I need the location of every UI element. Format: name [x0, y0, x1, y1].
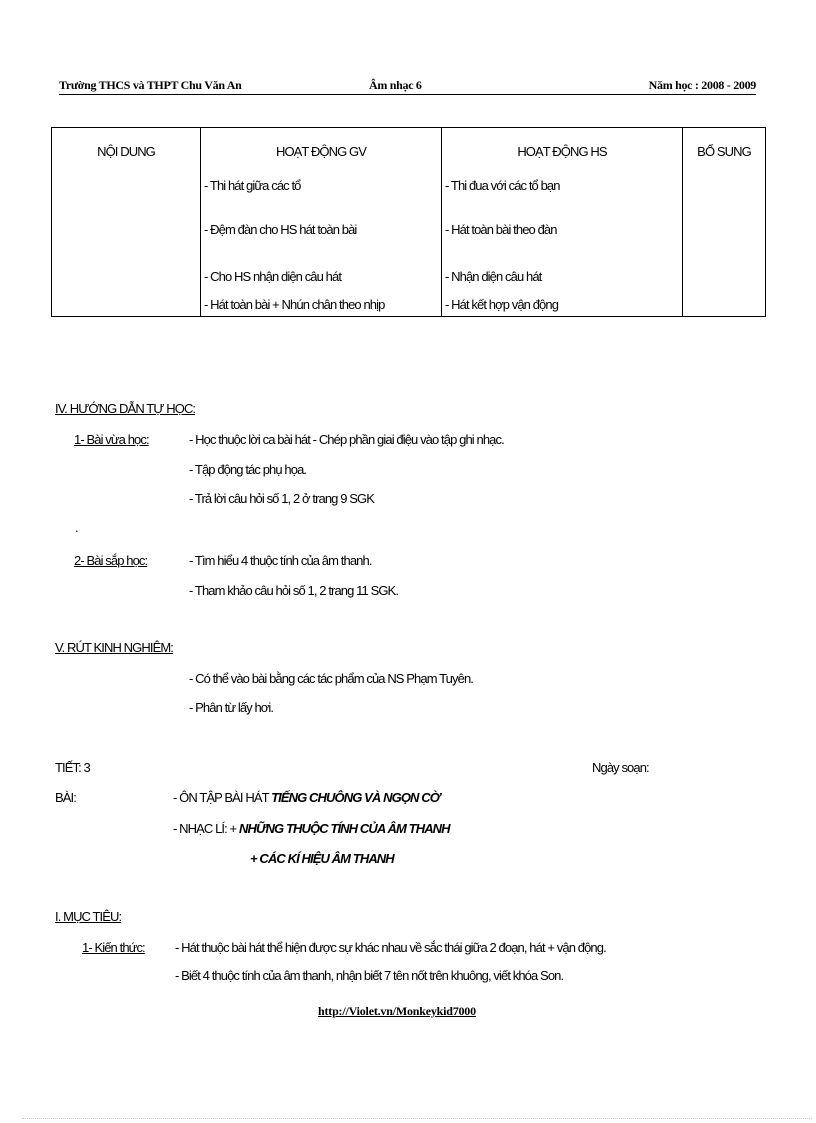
col-bo-sung [683, 128, 765, 316]
list-item: - Tham khảo câu hỏi số 1, 2 trang 11 SGK. [189, 583, 399, 598]
list-item: - Trả lời câu hỏi số 1, 2 ở trang 9 SGK [189, 491, 374, 506]
gv-item: - Đệm đàn cho HS hát toàn bài [204, 222, 357, 237]
col-header-hs: HOẠT ĐỘNG HS [517, 144, 607, 159]
page-header [59, 78, 756, 95]
activity-table [51, 127, 766, 317]
song-title: TIẾNG CHUÔNG VÀ NGỌN CỜ [271, 790, 440, 805]
section1-title [55, 909, 121, 924]
hs-item: - Hát toàn bài theo đàn [445, 222, 557, 237]
school-name: Trường THCS và THPT Chu Văn An [59, 78, 242, 92]
footer-link-text[interactable]: http://Violet.vn/Monkeykid7000 [318, 1004, 476, 1018]
section1-sub1-label [82, 940, 145, 955]
section1-sub1-label-text: 1- Kiến thức: [82, 940, 145, 955]
theory-title: NHỮNG THUỘC TÍNH CỦA ÂM THANH [238, 821, 450, 836]
gv-item: - Hát toàn bài + Nhún chân theo nhịp [204, 297, 385, 312]
lesson-line-3: + CÁC KÍ HIỆU ÂM THANH [250, 851, 394, 866]
footer-link[interactable] [318, 1004, 476, 1019]
lesson-line-2 [173, 821, 450, 836]
gv-item: - Thi hát giữa các tổ [204, 178, 301, 193]
col-header-bo-sung: BỔ SUNG [697, 144, 751, 159]
section5-title [55, 640, 173, 655]
list-item: - Học thuộc lời ca bài hát - Chép phần giai điệu vào tập ghi nhạc. [189, 432, 504, 447]
gv-item: - Cho HS nhận diện câu hát [204, 269, 342, 284]
col-header-gv: HOẠT ĐỘNG GV [275, 144, 367, 159]
school-year: Năm học : 2008 - 2009 [648, 78, 756, 92]
list-item: - Tìm hiểu 4 thuộc tính của âm thanh. [189, 553, 372, 568]
section4-sub2-label-text: 2- Bài sắp học: [74, 553, 148, 568]
col-noi-dung [52, 128, 201, 316]
list-item: - Có thể vào bài bằng các tác phẩm của NS Phạm Tuyên. [189, 671, 473, 686]
lesson-line-1-prefix: - ÔN TẬP BÀI HÁT [173, 790, 272, 805]
col-header-noi-dung: NỘI DUNG [97, 144, 155, 159]
list-item: - Hát thuộc bài hát thể hiện được sự khác nhau về sắc thái giữa 2 đoạn, hát + vận động. [175, 940, 606, 955]
section4-title [55, 401, 195, 416]
list-item: - Tập động tác phụ họa. [189, 462, 307, 477]
col-hoat-dong-gv [201, 128, 442, 316]
section5-title-text: V. RÚT KINH NGHIỆM: [55, 640, 173, 655]
ngay-soan-label: Ngày soạn: [592, 760, 649, 775]
hs-item: - Nhận diện câu hát [445, 269, 542, 284]
section4-title-text: IV. HƯỚNG DẪN TỰ HỌC: [55, 401, 196, 416]
list-item: - Biết 4 thuộc tính của âm thanh, nhận biết 7 tên nốt trên khuông, viết khóa Son. [175, 968, 564, 983]
section1-title-text: I. MỤC TIÊU: [55, 909, 122, 924]
list-item: - Phân từ lấy hơi. [189, 700, 274, 715]
stray-mark: . [75, 520, 78, 535]
section4-sub1-label-text: 1- Bài vừa học: [74, 432, 149, 447]
col-hoat-dong-hs [442, 128, 683, 316]
tiet-label: TIẾT: 3 [55, 760, 90, 775]
bai-label: BÀI: [55, 790, 76, 805]
section4-sub1-label [74, 432, 149, 447]
hs-item: - Thi đua với các tổ bạn [445, 178, 560, 193]
lesson-line-1 [173, 790, 440, 805]
hs-item: - Hát kết hợp vận động [445, 297, 559, 312]
page-bottom-divider [22, 1118, 812, 1119]
lesson-line-2-prefix: - NHẠC LÍ: + [173, 821, 239, 836]
subject-name: Âm nhạc 6 [369, 78, 422, 92]
section4-sub2-label [74, 553, 147, 568]
